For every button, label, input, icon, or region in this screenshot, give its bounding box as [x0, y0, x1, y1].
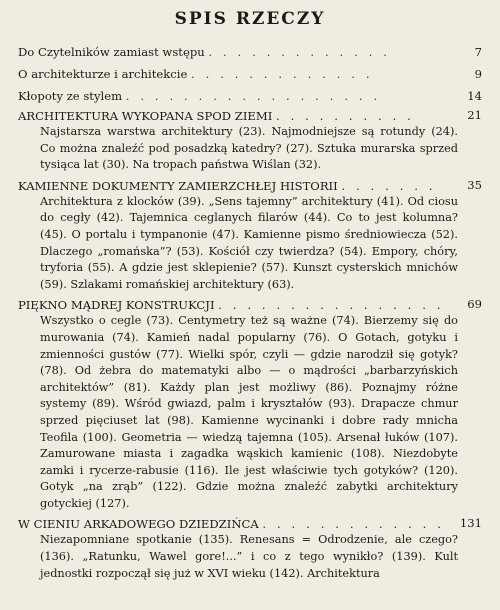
section-contents: Architektura z klocków (39). „Sens tajemny” architektury (41). Od ciosu do cegły (42). Tajemnica ceglanych filarów (44). Co to jest kolumna? (45). O portalu i tympanonie (47). Kamienne pismo średniowiecza (52). Dlaczego „romańska”? (53). Kościół czy twierdza? (54). Empory, chóry, tryforia (55). A gdzie jest sklepienie? (57). Kunszt cysterskich mnichów (59). Szlakami romańskiej architektury (63). [40, 194, 458, 291]
section-contents: Wszystko o cegle (73). Centymetry też są ważne (74). Bierzemy się do murowania (74). Kamień nadal popularny (76). O Gotach, gotyku i zmienności gustów (77). Wielki spór, czyli — gdzie narodził się gotyk? (78). Od żebra do matematyki albo — o mądrości „barbarzyńskich architektów” (81). Każdy plan jest możliwy (86). Poznajmy różne systemy (89). Wśród gwiazd, palm i kryształów (93). Drapacze chmur sprzed pięciuset lat (98). Kamienne wycinanki i dobre rady mnicha Teofila (100). Geometria — wiedzą tajemna (105). Arsenał łuków (107). Zamurowane miasta i zagadka wąskich kamienic (108). Niezdobyte zamki i rycerze-rabusie (116). Ile jest właściwie tych gotyków? (120). Gotyk „na zrąb” (122). Gdzie można znaleźć zabytki architektury gotyckiej (127). [40, 314, 458, 510]
toc-entry-intro [18, 44, 482, 60]
section-title: W CIENIU ARKADOWEGO DZIEDZIŃCA [18, 517, 259, 532]
section-title: ARCHITEKTURA WYKOPANA SPOD ZIEMI [18, 109, 273, 123]
dot-leader: . . . . . . . . . . . . . [262, 517, 445, 532]
dot-leader: . . . . . . . . . . . . . . . . [218, 298, 445, 313]
page-number: 14 [467, 89, 482, 103]
page-title: SPIS RZECZY [174, 9, 326, 29]
section-contents: Najstarsza warstwa architektury (23). Najmodniejsze są rotundy (24). Co można znaleźć pod posadzką katedry? (27). Sztuka murarska sprzed tysiąca lat (30). Na tropach państwa Wiślan (32). [40, 125, 458, 172]
page-number: 131 [459, 516, 482, 531]
page-number: 7 [474, 45, 482, 59]
section-heading [18, 108, 482, 124]
dot-leader: . . . . . . . [341, 178, 437, 193]
toc-section-2 [18, 178, 482, 294]
toc-entry-label: Do Czytelników zamiast wstępu [18, 45, 205, 59]
section-contents: Niezapomniane spotkanie (135). Renesans = Odrodzenie, ale czego? (136). „Ratunku, Wawel gore!...” i co z tego wynikło? (139). Kult jednostki rozpoczął się już w XVI wieku (142). Architektura [40, 533, 458, 580]
toc-section-1 [18, 108, 482, 174]
section-heading [18, 178, 482, 194]
page-number: 35 [467, 177, 482, 192]
section-title: PIĘKNO MĄDREJ KONSTRUKCJI [18, 298, 215, 313]
page-number: 21 [467, 108, 482, 122]
section-heading [18, 516, 482, 532]
toc-section-4 [18, 516, 482, 582]
toc-entry-architecture [18, 66, 482, 82]
toc-entry-label: O architekturze i architekcie [18, 67, 188, 81]
page-number: 69 [467, 297, 482, 312]
section-title: KAMIENNE DOKUMENTY ZAMIERZCHŁEJ HISTORII [18, 178, 338, 193]
dot-leader: . . . . . . . . . . . . . [208, 45, 391, 59]
toc-section-3 [18, 297, 482, 512]
toc-entry-style [18, 88, 482, 104]
dot-leader: . . . . . . . . . . . . . [191, 67, 374, 81]
dot-leader: . . . . . . . . . . . . . . . . . . [125, 89, 381, 103]
toc-entry-label: Kłopoty ze stylem [18, 89, 123, 103]
page-number: 9 [474, 67, 482, 81]
section-heading [18, 297, 482, 313]
dot-leader: . . . . . . . . . . [276, 109, 415, 123]
